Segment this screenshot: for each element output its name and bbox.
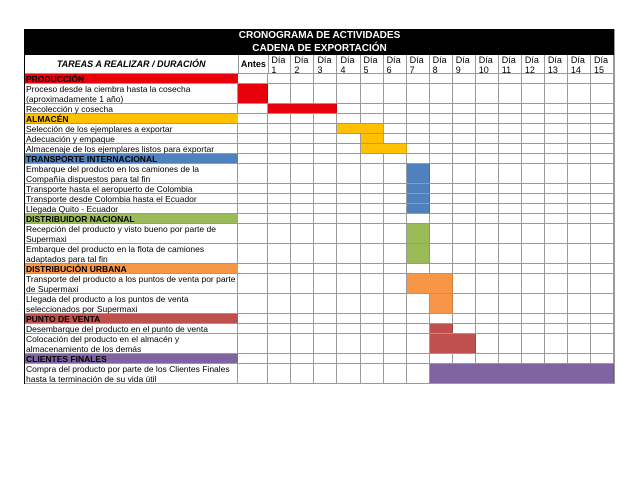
day-number: 6	[386, 65, 392, 75]
task-label: Embarque del producto en los camiones de la Compañía dispuestos para tal fin	[24, 164, 238, 183]
day-number: 14	[570, 65, 581, 75]
day-word: Día	[570, 55, 585, 65]
day-word: Día	[547, 55, 562, 65]
task-label: Adecuación y empaque	[24, 134, 238, 143]
day-number: 2	[294, 65, 300, 75]
day-number: 10	[478, 65, 489, 75]
day-number: 8	[432, 65, 438, 75]
day-number: 12	[524, 65, 535, 75]
title-line-2: CADENA DE EXPORTACIÓN	[24, 42, 615, 55]
day-number: 1	[271, 65, 277, 75]
table-frame	[24, 29, 615, 384]
task-label: Selección de los ejemplares a exportar	[24, 124, 238, 133]
day-word: Día	[524, 55, 539, 65]
day-word: Día	[340, 55, 355, 65]
section-label: PUNTO DE VENTA	[24, 314, 238, 323]
section-label: ALMACÉN	[24, 114, 238, 123]
day-number: 11	[501, 65, 512, 75]
day-word: Día	[317, 55, 332, 65]
day-word: Día	[409, 55, 424, 65]
task-label: Llegada del producto a los puntos de venta seleccionados por Supermaxi	[24, 294, 238, 313]
day-number: 7	[409, 65, 415, 75]
day-word: Día	[363, 55, 378, 65]
task-label: Desembarque del producto en el punto de venta	[24, 324, 238, 333]
section-label: CLIENTES FINALES	[24, 354, 238, 363]
day-word: Día	[294, 55, 309, 65]
task-label: Recepción del producto y visto bueno por parte de Supermaxi	[24, 224, 238, 243]
day-number: 9	[455, 65, 461, 75]
day-word: Día	[593, 55, 608, 65]
task-label: Llegada Quito - Ecuador	[24, 204, 238, 213]
day-number: 4	[340, 65, 346, 75]
task-label: Almacenaje de los ejemplares listos para exportar	[24, 144, 238, 153]
day-word: Día	[478, 55, 493, 65]
task-label: Proceso desde la ciembra hasta la cosecha (aproximadamente 1 año)	[24, 84, 238, 103]
task-label: Transporte hasta el aeropuerto de Colombia	[24, 184, 238, 193]
day-number: 15	[593, 65, 604, 75]
task-label: Embarque del producto en la flota de camiones adaptados para tal fin	[24, 244, 238, 263]
section-label: TRANSPORTE INTERNACIONAL	[24, 154, 238, 163]
section-label: PRODUCCIÓN	[24, 74, 238, 83]
task-column-header: TAREAS A REALIZAR / DURACIÓN	[24, 55, 239, 74]
day-number: 3	[317, 65, 323, 75]
task-label: Transporte del producto a los puntos de venta por parte de Supermaxi	[24, 274, 238, 293]
day-word: Día	[432, 55, 447, 65]
task-label: Colocación del producto en el almacén y almacenamiento de los demás	[24, 334, 238, 353]
antes-column-header: Antes	[238, 55, 269, 74]
day-word: Día	[455, 55, 470, 65]
day-number: 5	[363, 65, 369, 75]
day-word: Día	[501, 55, 516, 65]
day-word: Día	[271, 55, 286, 65]
section-label: DISTRIBUIDOR NACIONAL	[24, 214, 238, 223]
day-number: 13	[547, 65, 558, 75]
task-label: Transporte desde Colombia hasta el Ecuador	[24, 194, 238, 203]
task-label: Compra del producto por parte de los Clientes Finales hasta la terminación de su vida útil	[24, 364, 238, 383]
title-line-1: CRONOGRAMA DE ACTIVIDADES	[24, 29, 615, 42]
task-label: Recolección y cosecha	[24, 104, 238, 113]
day-word: Día	[386, 55, 401, 65]
section-label: DISTRIBUCIÓN URBANA	[24, 264, 238, 273]
